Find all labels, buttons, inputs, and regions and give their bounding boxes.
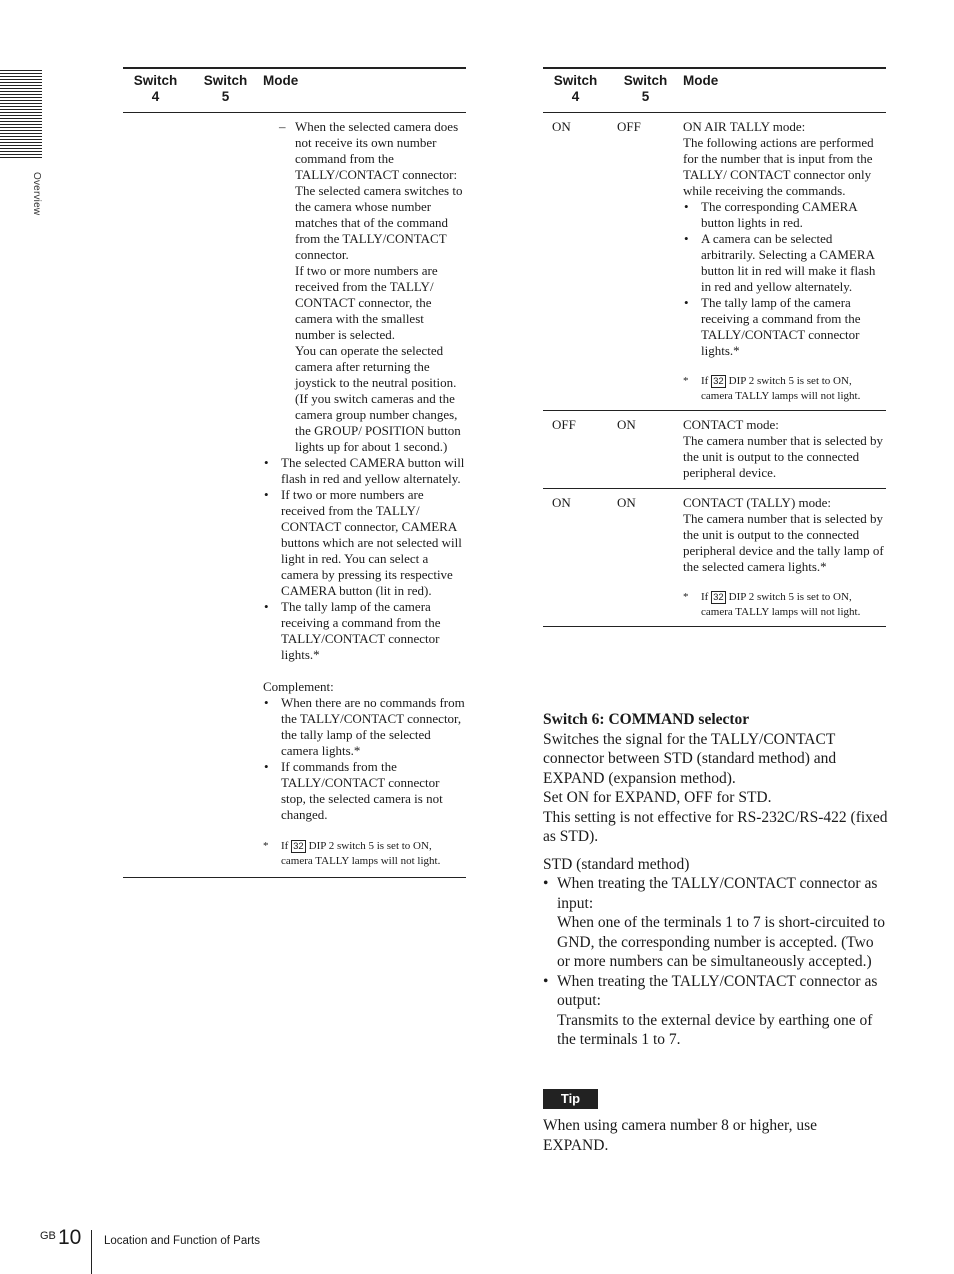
header-switch-4: Switch 4	[123, 68, 188, 113]
switch-4-value: ON	[552, 119, 571, 134]
list-item-head: • When treating the TALLY/CONTACT connector as input:	[557, 875, 878, 912]
right-switch-table	[543, 67, 886, 627]
tip-text: When using camera number 8 or higher, use EXPAND.	[543, 1117, 817, 1154]
list-item-head: • When treating the TALLY/CONTACT connector as output:	[557, 972, 878, 1009]
paragraph: This setting is not effective for RS-232C/RS-422 (fixed as STD).	[543, 808, 888, 845]
mode-title: ON AIR TALLY mode:	[683, 119, 806, 134]
list-item: • A camera can be selected arbitrarily. Selecting a CAMERA button lit in red will make it flash in red and yellow alternately.	[683, 231, 886, 295]
switch-4-value: ON	[552, 495, 571, 510]
switch-5-value: ON	[617, 495, 636, 510]
switch-5-value: ON	[617, 417, 636, 432]
mode-cell	[683, 113, 886, 411]
mode-title: CONTACT (TALLY) mode:	[683, 495, 832, 510]
page-number: 10	[58, 1226, 82, 1249]
list-item: • The tally lamp of the camera receiving a command from the TALLY/CONTACT connector lights.*	[683, 295, 886, 359]
dash-paragraph: If two or more numbers are received from the TALLY/ CONTACT connector, the camera with the smallest number is selected.	[295, 263, 438, 342]
page-ref-badge: 32	[293, 841, 304, 852]
table-row	[543, 489, 886, 627]
list-item-body: When one of the terminals 1 to 7 is short-circuited to GND, the corresponding number is accepted. (Two or more numbers can be simultaneously accepted.)	[557, 914, 885, 970]
dash-item: – When the selected camera does not receive its own number command from the TALLY/CONTACT connector:	[277, 119, 466, 183]
left-switch-table	[123, 67, 466, 878]
tip-label: Tip	[543, 1089, 598, 1109]
switch-4-value: OFF	[552, 417, 576, 432]
mode-title: CONTACT mode:	[683, 417, 779, 432]
std-label: STD (standard method)	[543, 855, 690, 873]
header-switch-5: Switch 5	[188, 68, 263, 113]
page-ref-badge: 32	[713, 376, 724, 387]
table-row	[543, 113, 886, 411]
paragraph: Switches the signal for the TALLY/CONTACT connector between STD (standard method) and EXPAND (expansion method).	[543, 730, 837, 787]
header-switch-4: Switch 4	[543, 68, 608, 113]
switch6-section	[543, 710, 888, 1050]
list-item: • The selected CAMERA button will flash in red and yellow alternately.	[263, 455, 466, 487]
mode-cell	[683, 411, 886, 489]
header-mode: Mode	[683, 68, 886, 113]
switch6-heading: Switch 6: COMMAND selector	[543, 711, 750, 728]
list-item: • When there are no commands from the TALLY/CONTACT connector, the tally lamp of the selected camera lights.*	[263, 695, 466, 759]
list-item: • If two or more numbers are received from the TALLY/ CONTACT connector, CAMERA buttons which are not selected will light in red. You can select a camera by pressing its respective CAMERA button (lit in red).	[263, 487, 466, 599]
footnote: * If 32 DIP 2 switch 5 is set to ON, camera TALLY lamps will not light.	[683, 590, 886, 619]
list-item: • The tally lamp of the camera receiving a command from the TALLY/CONTACT connector lights.*	[263, 599, 466, 663]
mode-description: The camera number that is selected by the unit is output to the connected peripheral device and the tally lamp of the selected camera lights.*	[683, 511, 884, 574]
region-code: GB	[40, 1230, 56, 1242]
paragraph: Set ON for EXPAND, OFF for STD.	[543, 789, 772, 806]
footer-divider	[91, 1230, 92, 1274]
dash-paragraph: The selected camera switches to the camera whose number matches that of the command from the TALLY/CONTACT connector.	[295, 183, 463, 262]
list-item-body: Transmits to the external device by earthing one of the terminals 1 to 7.	[557, 1011, 873, 1048]
header-mode: Mode	[263, 68, 466, 113]
header-switch-5: Switch 5	[608, 68, 683, 113]
mode-cell	[263, 113, 466, 878]
page-ref-badge: 32	[713, 592, 724, 603]
footnote: * If 32 DIP 2 switch 5 is set to ON, camera TALLY lamps will not light.	[683, 374, 886, 403]
mode-description: The camera number that is selected by the unit is output to the connected peripheral device.	[683, 433, 883, 480]
table-row	[543, 411, 886, 489]
dash-paragraph: You can operate the selected camera after returning the joystick to the neutral position.	[295, 343, 457, 390]
switch-5-value: OFF	[617, 119, 641, 134]
list-item	[543, 874, 888, 972]
table-row	[123, 113, 466, 878]
list-item	[543, 972, 888, 1050]
footnote: * If 32 DIP 2 switch 5 is set to ON, camera TALLY lamps will not light.	[263, 839, 466, 868]
mode-cell	[683, 489, 886, 627]
complement-label: Complement:	[263, 679, 334, 694]
list-item: • The corresponding CAMERA button lights in red.	[683, 199, 886, 231]
mode-description: The following actions are performed for the number that is input from the TALLY/ CONTACT connector only while receiving the commands.	[683, 135, 874, 198]
section-tab-label: Overview	[31, 172, 42, 216]
dash-paragraph: (If you switch cameras and the camera group number changes, the GROUP/ POSITION button lights up for about 1 second.)	[295, 391, 461, 454]
section-thumb-index	[0, 70, 46, 158]
footer-title: Location and Function of Parts	[104, 1235, 260, 1247]
list-item: • If commands from the TALLY/CONTACT connector stop, the selected camera is not changed.	[263, 759, 466, 823]
